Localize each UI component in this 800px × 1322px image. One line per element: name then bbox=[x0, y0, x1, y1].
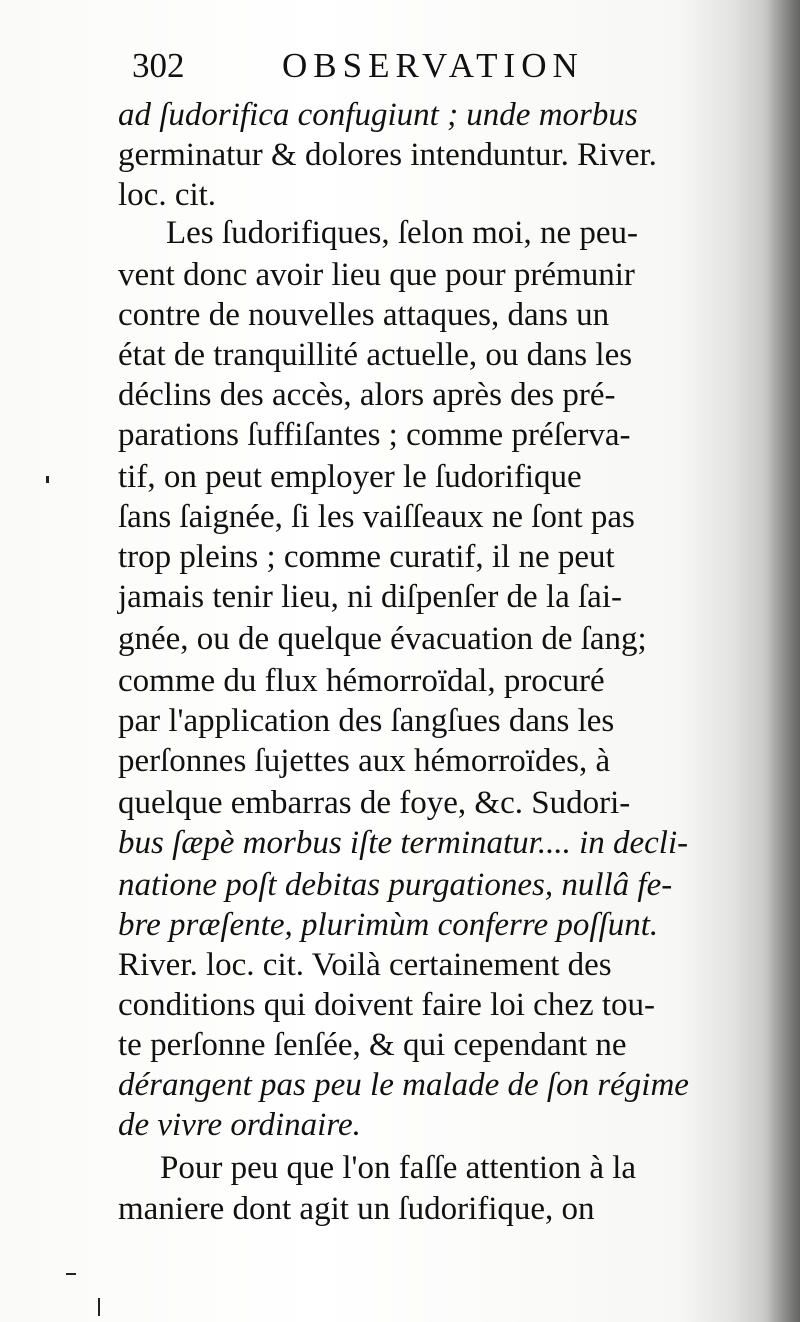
text-line: bre præſente, plurimùm conferre poſſunt. bbox=[118, 907, 659, 943]
text-line: gnée, ou de quelque évacuation de ſang; bbox=[118, 621, 647, 657]
text-line: perſonnes ſujettes aux hémorroïdes, à bbox=[118, 743, 611, 779]
text-line: déclins des accès, alors après des pré- bbox=[118, 377, 616, 413]
text-line: contre de nouvelles attaques, dans un bbox=[118, 297, 610, 333]
text-line: jamais tenir lieu, ni diſpenſer de la ſai- bbox=[118, 579, 622, 615]
ink-speck bbox=[98, 1298, 100, 1316]
gutter-shadow bbox=[730, 0, 800, 1322]
text-line: trop pleins ; comme curatif, il ne peut bbox=[118, 539, 615, 575]
running-head: OBSERVATION bbox=[282, 46, 584, 85]
text-line: loc. cit. bbox=[118, 177, 217, 213]
page-header bbox=[132, 44, 612, 88]
text-line: vent donc avoir lieu que pour prémunir bbox=[118, 257, 635, 293]
text-line: conditions qui doivent faire loi chez tou- bbox=[118, 987, 656, 1023]
text-line: quelque embarras de foye, &c. Sudori- bbox=[118, 785, 631, 821]
page-number: 302 bbox=[132, 46, 185, 85]
text-line: état de tranquillité actuelle, ou dans les bbox=[118, 337, 633, 373]
text-line: te perſonne ſenſée, & qui cependant ne bbox=[118, 1027, 627, 1063]
text-line: comme du flux hémorroïdal, procuré bbox=[118, 663, 605, 699]
ink-speck bbox=[66, 1273, 76, 1275]
text-line: River. loc. cit. Voilà certainement des bbox=[118, 947, 612, 983]
text-line: maniere dont agit un ſudorifique, on bbox=[118, 1191, 595, 1227]
text-line: Pour peu que l'on faſſe attention à la bbox=[160, 1150, 637, 1186]
text-line: ad ſudorifica confugiunt ; unde morbus bbox=[118, 97, 638, 133]
text-line: germinatur & dolores intenduntur. River. bbox=[118, 137, 657, 173]
text-line: tif, on peut employer le ſudorifique bbox=[118, 459, 582, 495]
text-line: parations ſuffiſantes ; comme préſerva- bbox=[118, 417, 631, 453]
text-line: natione poſt debitas purgationes, nullâ fe- bbox=[118, 867, 673, 903]
ink-speck bbox=[46, 476, 49, 483]
text-line: Les ſudorifiques, ſelon moi, ne peu- bbox=[166, 215, 638, 251]
text-line: dérangent pas peu le malade de ſon régime bbox=[118, 1067, 689, 1103]
text-line: de vivre ordinaire. bbox=[118, 1107, 361, 1143]
text-line: bus ſæpè morbus iſte terminatur.... in decli- bbox=[118, 825, 689, 861]
text-line: ſans ſaignée, ſi les vaiſſeaux ne ſont pas bbox=[118, 499, 635, 535]
text-line: par l'application des ſangſues dans les bbox=[118, 703, 615, 739]
